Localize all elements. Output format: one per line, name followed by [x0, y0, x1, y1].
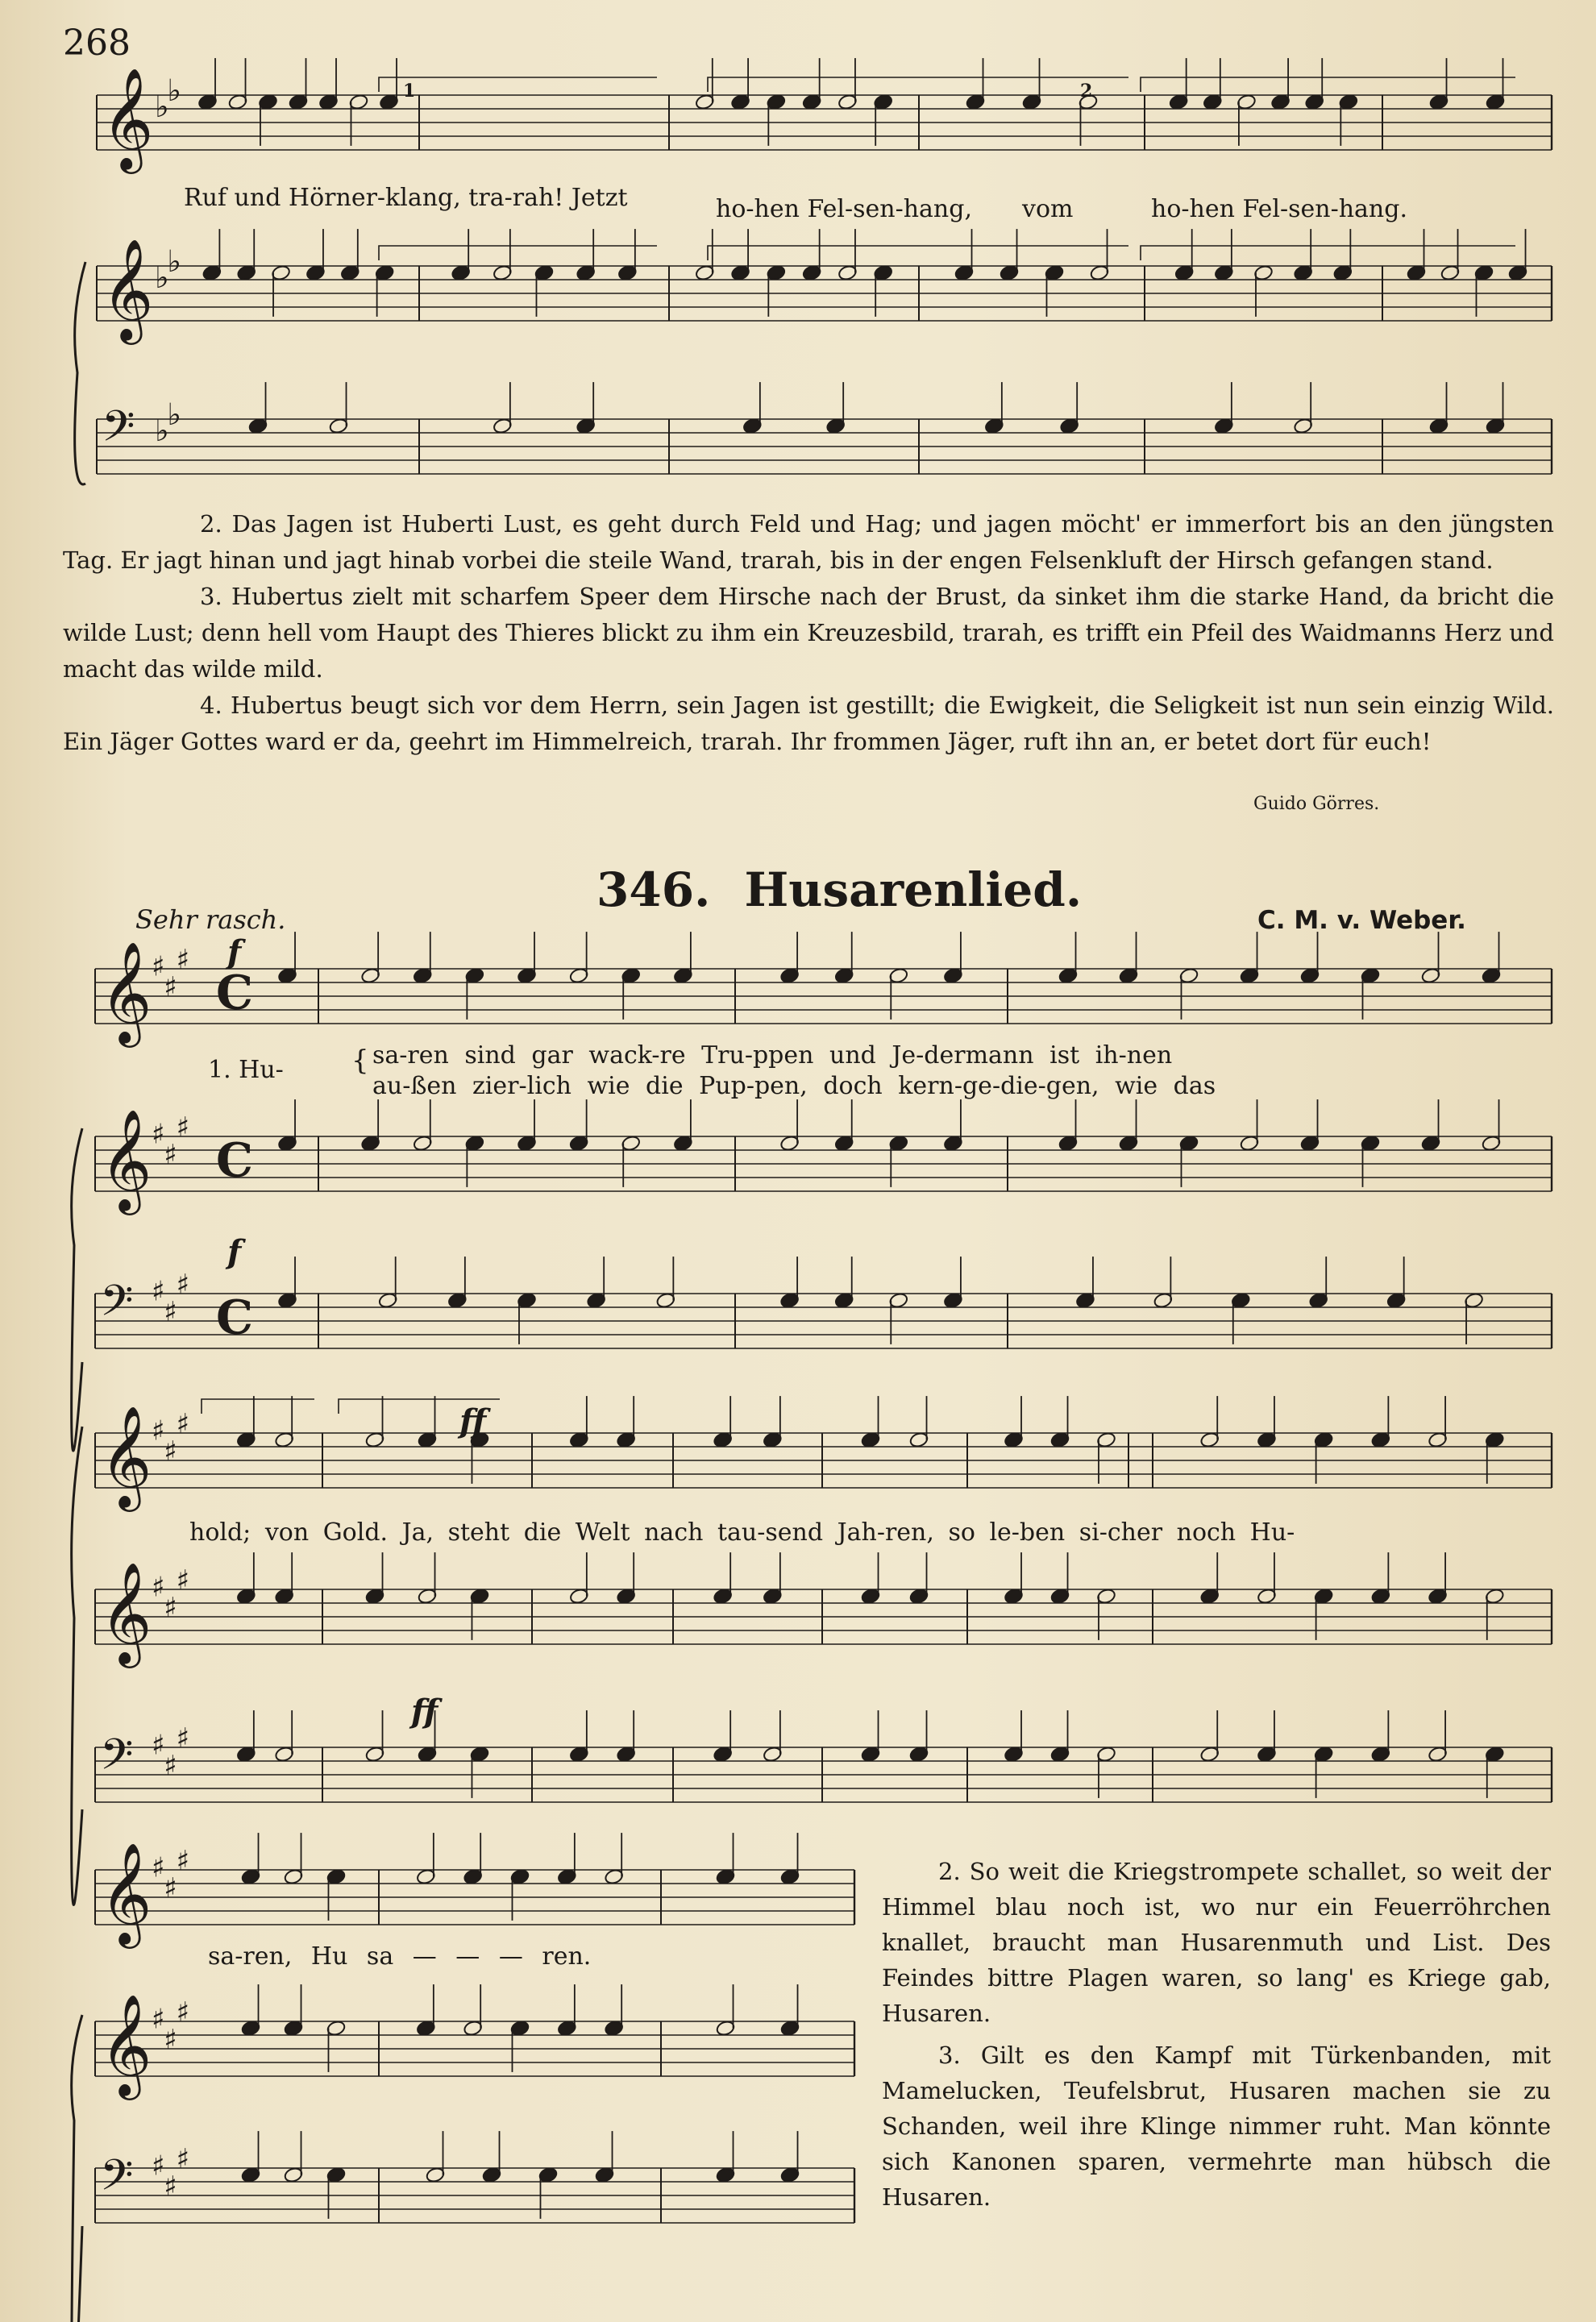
- top-lyrics-right-1: ho-hen Fel-sen-hang,: [716, 195, 972, 223]
- sys1-lyrics-line1: sa-ren sind gar wack-re Tru-ppen und Je-dermann ist ih-nen: [372, 1041, 1173, 1070]
- key-signature-sharp: ♯: [176, 1111, 190, 1144]
- system-brace: [72, 2015, 82, 2322]
- volta-bracket: [708, 77, 1128, 92]
- bass-clef: 𝄢: [102, 401, 135, 463]
- treble-clef: 𝄞: [102, 67, 154, 170]
- dynamic-ff-bass: ff: [411, 1693, 438, 1730]
- key-signature-sharp: ♯: [176, 1408, 190, 1440]
- key-signature-sharp: ♯: [152, 1851, 165, 1884]
- treble-clef: 𝄞: [100, 1561, 152, 1664]
- key-signature-sharp: ♯: [152, 2003, 165, 2036]
- dynamic-ff-voice: ff: [459, 1402, 487, 1440]
- key-signature-sharp: ♯: [164, 2170, 177, 2203]
- sys1-lyrics-start: 1. Hu-: [208, 1056, 284, 1084]
- husaren-verse-3: 3. Gilt es den Kampf mit Türkenbanden, mit Mamelucken, Teufelsbrut, Husaren machen sie zu Schanden, weil ihre Klinge nimmer ruht. Man könnte sich Kanonen sparen, vermehrte man hübsch die Husaren.: [882, 2042, 1551, 2211]
- key-signature-sharp: ♯: [152, 1275, 165, 1308]
- volta-bracket: [379, 77, 657, 92]
- key-signature-sharp: ♯: [152, 2150, 165, 2183]
- song-name: Husarenlied.: [744, 862, 1083, 917]
- top-lyrics-left: Ruf und Hörner-klang, tra-rah! Jetzt: [184, 184, 628, 212]
- verse-3: 3. Hubertus zielt mit scharfem Speer dem Hirsche nach der Brust, da sinket ihm die starke Hand, da bricht die wilde Lust; denn hell vom Haupt des Thieres blickt zu ihm ein Kreuzesbild, trarah, es trifft ein Pfeil des Waidmanns Herz und macht das wilde mild.: [63, 583, 1554, 683]
- sys2-lyrics: hold; von Gold. Ja, steht die Welt nach tau-send Jah-ren, so le-ben si-cher noch Hu-: [189, 1518, 1295, 1547]
- key-signature-sharp: ♯: [176, 1845, 190, 1877]
- song-number: 346.: [596, 862, 711, 917]
- key-signature-sharp: ♯: [164, 1592, 177, 1624]
- volta-bracket: [202, 1399, 314, 1414]
- sys3-lyrics: sa-ren, Hu sa — — — ren.: [208, 1942, 592, 1971]
- husaren-verse-2: 2. So weit die Kriegstrompete schallet, so weit der Himmel blau noch ist, wo nur ein Feuerröhrchen knallet, braucht man Husarenmuth und List. Des Feindes bittre Plagen waren, so lang' es Kriege gab, Husaren.: [882, 1858, 1551, 2027]
- key-signature-flat: ♭: [167, 72, 181, 108]
- volta-bracket: [708, 246, 1128, 260]
- top-lyrics-right-3: ho-hen Fel-sen-hang.: [1151, 195, 1407, 223]
- volta-bracket: [379, 246, 657, 260]
- key-signature-sharp: ♯: [176, 2143, 190, 2175]
- verse-author: Guido Görres.: [1253, 794, 1380, 814]
- dynamic-f-voice: f: [227, 933, 242, 971]
- key-signature-sharp: ♯: [152, 1729, 165, 1762]
- key-signature-flat: ♭: [167, 396, 181, 432]
- key-signature-sharp: ♯: [164, 1872, 177, 1905]
- treble-clef: 𝄞: [100, 1405, 152, 1508]
- treble-clef: 𝄞: [100, 941, 152, 1044]
- key-signature-sharp: ♯: [176, 1996, 190, 2029]
- composer: C. M. v. Weber.: [1257, 906, 1466, 935]
- top-lyrics-right-2: vom: [1022, 195, 1074, 223]
- page-number: 268: [63, 23, 131, 64]
- treble-clef: 𝄞: [102, 238, 154, 341]
- dynamic-f-bass: f: [227, 1233, 242, 1271]
- sys1-brace: {: [351, 1045, 369, 1077]
- key-signature-flat: ♭: [155, 413, 169, 449]
- key-signature-sharp: ♯: [164, 1750, 177, 1782]
- treble-clef: 𝄞: [100, 1993, 152, 2096]
- key-signature-sharp: ♯: [152, 1571, 165, 1604]
- system-brace: [72, 1427, 82, 1905]
- key-signature-sharp: ♯: [164, 1296, 177, 1328]
- key-signature-sharp: ♯: [164, 1435, 177, 1468]
- volta-1-label: 1: [403, 81, 416, 102]
- volta-bracket: [1141, 77, 1515, 92]
- key-signature-sharp: ♯: [164, 971, 177, 1003]
- system-brace: [72, 1128, 82, 1451]
- key-signature-flat: ♭: [167, 243, 181, 279]
- key-signature-sharp: ♯: [164, 2024, 177, 2056]
- key-signature-sharp: ♯: [164, 1139, 177, 1171]
- key-signature-sharp: ♯: [152, 950, 165, 983]
- verses-bottom: [882, 1854, 1551, 2215]
- volta-bracket: [1141, 246, 1515, 260]
- key-signature-flat: ♭: [155, 260, 169, 296]
- verses-top: [63, 506, 1554, 760]
- verse-4: 4. Hubertus beugt sich vor dem Herrn, sein Jagen ist gestillt; die Ewigkeit, die Seligkeit ist nun sein einzig Wild. Ein Jäger Gottes ward er da, geehrt im Himmelreich, trarah. Ihr frommen Jäger, ruft ihn an, er betet dort für euch!: [63, 692, 1554, 755]
- key-signature-sharp: ♯: [152, 1414, 165, 1448]
- song-title: [596, 862, 1082, 917]
- treble-clef: 𝄞: [100, 1842, 152, 1945]
- time-signature: C: [216, 1290, 254, 1345]
- tempo-marking: Sehr rasch.: [135, 904, 286, 935]
- system-brace: [75, 262, 85, 484]
- key-signature-sharp: ♯: [176, 1722, 190, 1755]
- bass-clef: 𝄢: [100, 1276, 134, 1337]
- key-signature-sharp: ♯: [176, 1269, 190, 1301]
- key-signature-sharp: ♯: [152, 1118, 165, 1151]
- key-signature-flat: ♭: [155, 89, 169, 125]
- verse-2: 2. Das Jagen ist Huberti Lust, es geht durch Feld und Hag; und jagen möcht' er immerfort bis an den jüngsten Tag. Er jagt hinan und jagt hinab vorbei die steile Wand, trarah, bis in der engen Felsenkluft der Hirsch gefangen stand.: [63, 510, 1554, 574]
- sys1-lyrics-line2: au-ßen zier-lich wie die Pup-pen, doch kern-ge-die-gen, wie das: [372, 1072, 1216, 1100]
- treble-clef: 𝄞: [100, 1108, 152, 1211]
- time-signature: C: [216, 1132, 254, 1188]
- key-signature-sharp: ♯: [176, 1564, 190, 1597]
- bass-clef: 𝄢: [100, 2150, 134, 2212]
- time-signature: C: [216, 965, 254, 1020]
- key-signature-sharp: ♯: [176, 944, 190, 976]
- bass-clef: 𝄢: [100, 1730, 134, 1791]
- volta-2-label: 2: [1080, 81, 1093, 102]
